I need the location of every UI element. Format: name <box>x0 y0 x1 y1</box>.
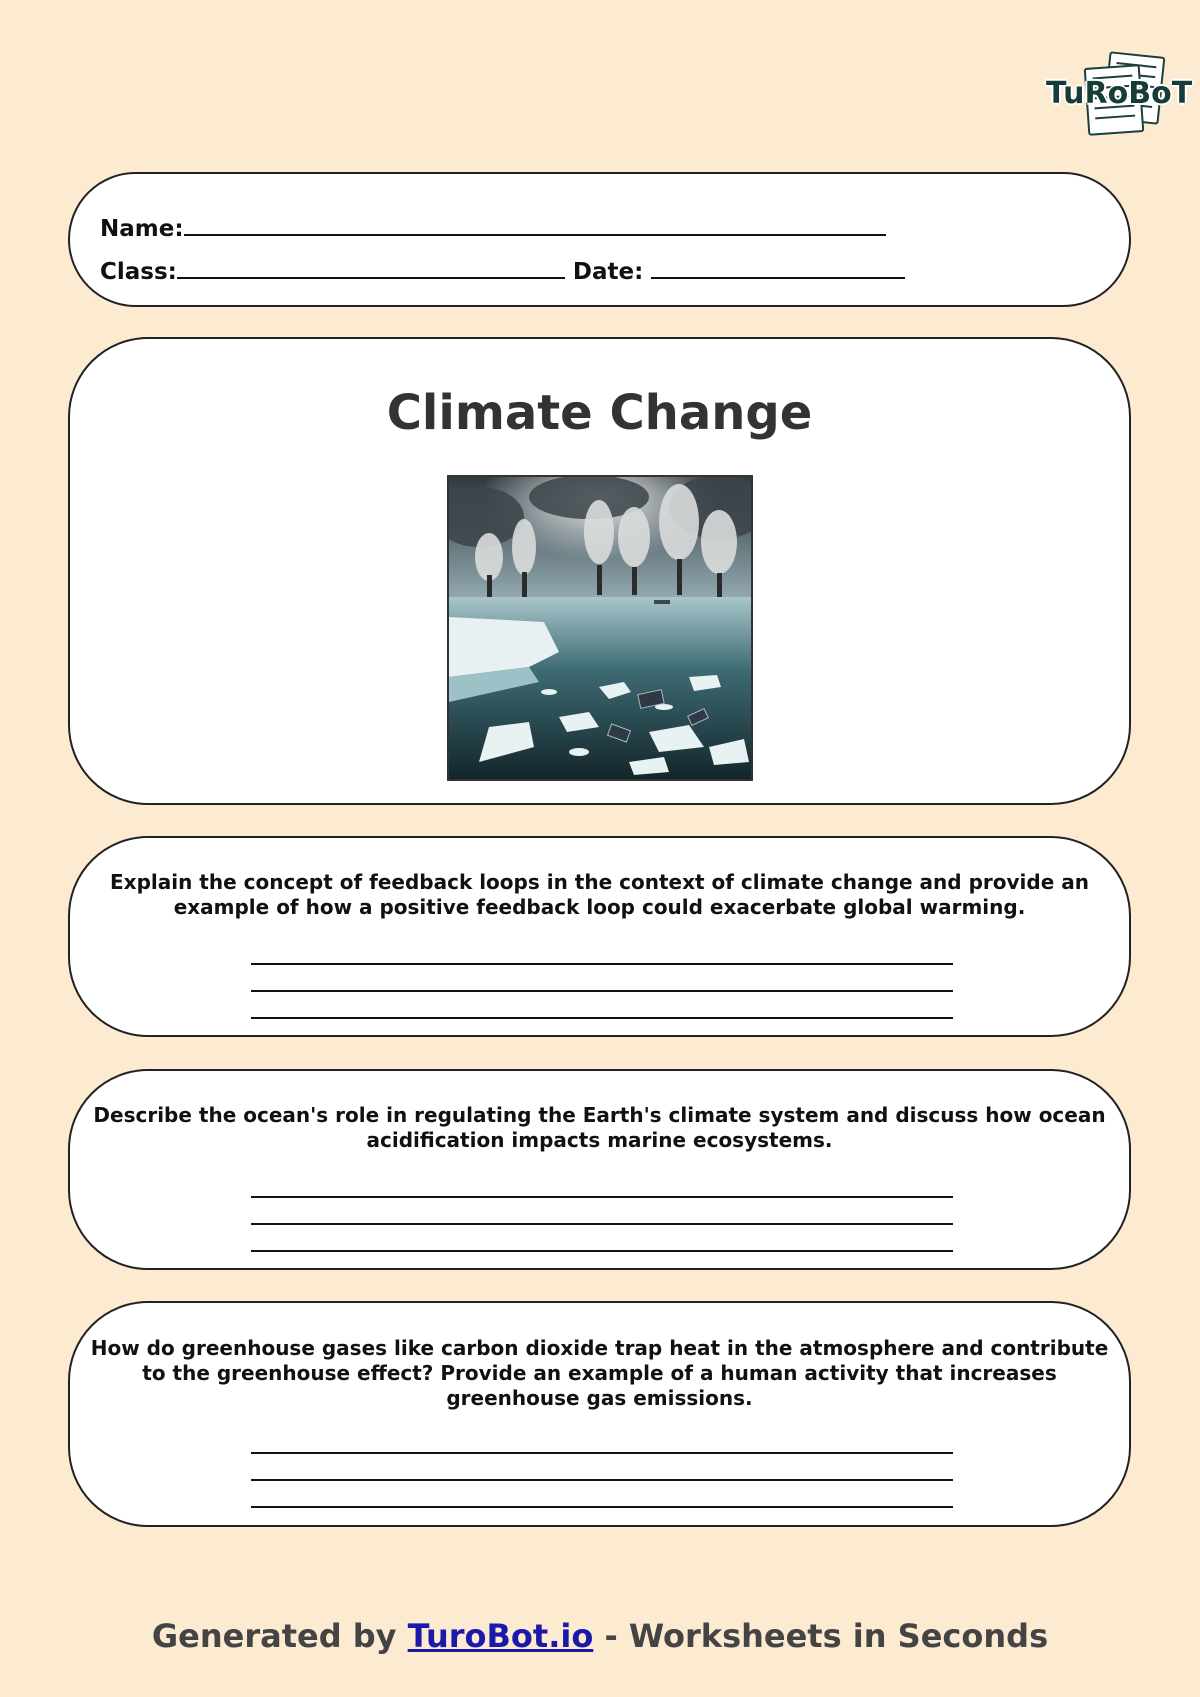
class-label: Class: <box>100 259 177 285</box>
date-blank[interactable] <box>651 257 905 279</box>
question-card-1 <box>68 836 1131 1037</box>
logo-wordmark: TuRoBoT <box>1046 76 1193 111</box>
footer <box>0 1617 1200 1655</box>
answer-line[interactable] <box>251 1506 953 1508</box>
name-blank[interactable] <box>184 214 886 236</box>
climate-illustration <box>447 475 753 781</box>
class-blank[interactable] <box>177 257 565 279</box>
answer-line[interactable] <box>251 990 953 992</box>
answer-line[interactable] <box>251 1196 953 1198</box>
answer-line[interactable] <box>251 1223 953 1225</box>
answer-line[interactable] <box>251 963 953 965</box>
class-date-row <box>100 257 905 285</box>
name-field-row <box>100 214 886 242</box>
question-card-2 <box>68 1069 1131 1270</box>
answer-line[interactable] <box>251 1017 953 1019</box>
question-text: Explain the concept of feedback loops in the context of climate change and provide an example of how a positive feedback loop could exacerbate global warming. <box>110 870 1089 919</box>
date-label: Date: <box>572 259 644 285</box>
title-card <box>68 337 1131 805</box>
turobot-logo <box>1046 52 1193 136</box>
worksheet-title: Climate Change <box>386 385 813 441</box>
answer-line[interactable] <box>251 1250 953 1252</box>
name-label: Name: <box>100 216 184 242</box>
answer-line[interactable] <box>251 1479 953 1481</box>
answer-line[interactable] <box>251 1452 953 1454</box>
student-info-card <box>68 172 1131 307</box>
footer-prefix: Generated by <box>151 1617 408 1655</box>
turobot-link[interactable]: TuroBot.io <box>407 1617 594 1655</box>
question-card-3 <box>68 1301 1131 1527</box>
footer-suffix: - Worksheets in Seconds <box>593 1617 1049 1655</box>
question-text: Describe the ocean's role in regulating the Earth's climate system and discuss how ocean acidification impacts marine ecosystems. <box>93 1103 1106 1152</box>
question-text: How do greenhouse gases like carbon dioxide trap heat in the atmosphere and contribute to the greenhouse effect? Provide an example of a human activity that increases greenhouse gas emissions. <box>90 1336 1109 1410</box>
